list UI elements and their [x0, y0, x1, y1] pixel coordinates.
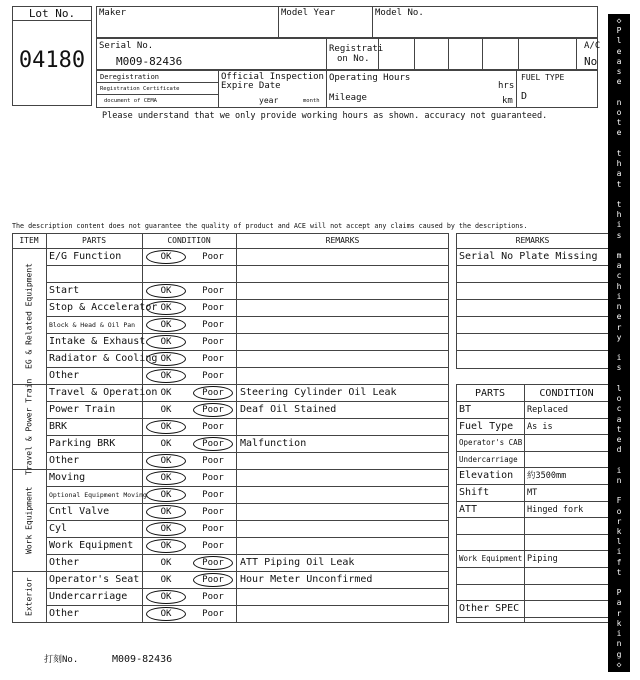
sidebar-char: r: [616, 322, 622, 332]
ok-circle: [146, 590, 186, 604]
row-divider: [46, 367, 449, 368]
description-notice: The description content does not guarantee the quality of product and ACE will not accept any claims caused by the descriptions.: [12, 222, 528, 230]
cema-label: document of CEMA: [104, 98, 157, 104]
right-part-condition: As is: [527, 421, 553, 432]
remark-text: Steering Cylinder Oil Leak: [240, 387, 397, 398]
part-name: Cyl: [49, 523, 68, 534]
remark-line-divider: [456, 333, 609, 334]
condition-poor: Poor: [202, 490, 224, 500]
remark-line-divider: [456, 350, 609, 351]
sidebar-char: h: [616, 159, 622, 169]
deregistration-label: Deregistration: [100, 73, 160, 81]
ok-circle: [146, 471, 186, 485]
sidebar-char: n: [616, 639, 622, 649]
condition-ok: OK: [160, 286, 172, 296]
hrs-label: hrs: [498, 81, 515, 91]
sidebar-char: o: [616, 394, 622, 404]
parts-row-divider: [456, 484, 609, 485]
sidebar-char: c: [616, 271, 622, 281]
ok-circle: [146, 522, 186, 536]
registration-label-2: on No.: [337, 54, 370, 64]
sidebar-char: a: [616, 169, 622, 179]
registration-certificate-label: Registration Certificate: [100, 86, 180, 92]
condition-ok: OK: [160, 524, 172, 534]
vertical-notice-sidebar: [608, 14, 630, 672]
row-divider: [46, 554, 449, 555]
condition-poor: Poor: [202, 456, 224, 466]
remark-line-divider: [456, 316, 609, 317]
right-part-name: Operator's CAB: [459, 438, 523, 448]
condition-ok: OK: [160, 575, 172, 585]
condition-ok: OK: [160, 507, 172, 517]
right-parts-header-condition: CONDITION: [539, 388, 594, 399]
col-header-condition: CONDITION: [167, 236, 211, 245]
serial-label: Serial No.: [99, 41, 154, 51]
row-divider: [46, 588, 449, 589]
parts-row-divider: [456, 517, 609, 518]
right-part-condition: Piping: [527, 554, 558, 565]
engraving-label: 打刻No.: [44, 655, 79, 665]
sidebar-char: c: [616, 404, 622, 414]
sidebar-char: F: [616, 496, 622, 506]
col-header-item: ITEM: [19, 236, 39, 245]
sidebar-char: a: [616, 56, 622, 66]
sidebar-char: i: [616, 220, 622, 230]
sidebar-char: ◇: [616, 659, 622, 669]
sidebar-char: y: [616, 332, 622, 342]
part-name: BRK: [49, 421, 68, 432]
remark-line-divider: [456, 299, 609, 300]
model-no-label: Model No.: [375, 8, 424, 18]
remark-text: Malfunction: [240, 438, 307, 449]
lot-label: Lot No.: [28, 7, 76, 20]
operating-hours-label: Operating Hours: [329, 73, 411, 83]
condition-ok: OK: [160, 320, 172, 330]
condition-poor: Poor: [202, 303, 224, 313]
parts-row-divider: [456, 534, 609, 535]
parts-row-divider: [456, 451, 609, 452]
maker-box: [96, 6, 598, 38]
condition-ok: OK: [160, 354, 172, 364]
ok-circle: [146, 420, 186, 434]
right-remarks-header: REMARKS: [515, 236, 550, 245]
sidebar-char: o: [616, 107, 622, 117]
group-label: Work Equipment: [24, 486, 34, 554]
month-label: month: [303, 98, 320, 104]
condition-ok: OK: [160, 558, 172, 568]
remark-line-divider: [456, 265, 609, 266]
condition-poor: Poor: [202, 320, 224, 330]
ok-circle: [146, 284, 186, 298]
lot-number: 04180: [18, 48, 86, 73]
condition-ok: OK: [160, 252, 172, 262]
condition-ok: OK: [160, 456, 172, 466]
condition-poor: Poor: [202, 558, 224, 568]
condition-ok: OK: [160, 609, 172, 619]
condition-poor: Poor: [202, 507, 224, 517]
right-part-name: Fuel Type: [459, 420, 514, 432]
part-name: Stop & Accelerator: [49, 302, 158, 313]
parts-row-divider: [456, 501, 609, 502]
right-parts-header-parts: PARTS: [474, 388, 506, 399]
sidebar-char: n: [616, 475, 622, 485]
sidebar-char: t: [616, 199, 622, 209]
part-name: Block & Head & Oil Pan: [49, 321, 136, 329]
ok-circle: [146, 369, 186, 383]
sidebar-char: P: [616, 588, 622, 598]
condition-poor: Poor: [202, 439, 224, 449]
condition-poor: Poor: [202, 541, 224, 551]
sidebar-char: k: [616, 526, 622, 536]
right-part-name: Other SPEC: [459, 603, 520, 615]
row-divider: [46, 282, 449, 283]
row-divider: [46, 537, 449, 538]
inspection-label-2: Expire Date: [221, 81, 281, 91]
sidebar-char: e: [616, 46, 622, 56]
engraving-value: M009-82436: [112, 654, 173, 665]
row-divider: [46, 350, 449, 351]
part-name: Other: [49, 455, 80, 466]
sidebar-char: P: [616, 26, 622, 36]
serial-value: M009-82436: [116, 55, 183, 68]
sidebar-char: r: [616, 608, 622, 618]
sidebar-char: ◇: [616, 16, 622, 25]
sidebar-char: s: [616, 67, 622, 77]
sidebar-char: e: [616, 434, 622, 444]
sidebar-char: i: [616, 547, 622, 557]
right-part-condition: Hinged fork: [527, 504, 584, 515]
sidebar-char: i: [616, 291, 622, 301]
right-part-condition: Replaced: [527, 405, 568, 415]
sidebar-char: l: [616, 36, 622, 46]
parts-row-divider: [456, 418, 609, 419]
condition-poor: Poor: [202, 524, 224, 534]
condition-poor: Poor: [202, 592, 224, 602]
part-name: Work Equipment: [49, 540, 134, 551]
condition-ok: OK: [160, 490, 172, 500]
condition-poor: Poor: [202, 286, 224, 296]
part-name: Travel & Operation: [49, 387, 158, 398]
sidebar-char: k: [616, 618, 622, 628]
ok-circle: [146, 352, 186, 366]
right-part-name: ATT: [459, 503, 478, 515]
sidebar-char: s: [616, 230, 622, 240]
sidebar-char: e: [616, 312, 622, 322]
ok-circle: [146, 505, 186, 519]
parts-row-divider: [456, 550, 609, 551]
condition-poor: Poor: [202, 422, 224, 432]
condition-poor: Poor: [202, 252, 224, 262]
ok-circle: [146, 607, 186, 621]
ok-circle: [146, 488, 186, 502]
model-year-label: Model Year: [281, 8, 336, 18]
parts-row-divider: [456, 434, 609, 435]
sidebar-char: o: [616, 506, 622, 516]
group-label: Travel & Power Train: [24, 378, 34, 475]
condition-ok: OK: [160, 439, 172, 449]
km-label: km: [502, 96, 513, 106]
row-divider: [46, 418, 449, 419]
part-name: Radiator & Cooling: [49, 353, 158, 364]
sidebar-char: n: [616, 97, 622, 107]
row-divider: [12, 384, 449, 385]
sidebar-char: t: [616, 118, 622, 128]
sidebar-char: f: [616, 557, 622, 567]
sidebar-char: n: [616, 302, 622, 312]
sidebar-char: e: [616, 128, 622, 138]
sidebar-char: a: [616, 598, 622, 608]
parts-row-divider: [456, 600, 609, 601]
ok-circle: [146, 301, 186, 315]
row-divider: [46, 333, 449, 334]
col-header-parts: PARTS: [81, 236, 107, 245]
sidebar-char: m: [616, 251, 622, 261]
row-divider: [46, 401, 449, 402]
col-header-remarks: REMARKS: [325, 236, 360, 245]
sidebar-char: r: [616, 516, 622, 526]
part-name: Power Train: [49, 404, 116, 415]
poor-circle: [193, 437, 233, 451]
condition-poor: Poor: [202, 354, 224, 364]
sidebar-char: h: [616, 281, 622, 291]
right-part-name: Shift: [459, 487, 490, 498]
ok-circle: [146, 454, 186, 468]
ok-circle: [146, 335, 186, 349]
row-divider: [46, 316, 449, 317]
sidebar-char: l: [616, 383, 622, 393]
row-divider: [46, 486, 449, 487]
row-divider: [46, 265, 449, 266]
condition-ok: OK: [160, 405, 172, 415]
poor-circle: [193, 573, 233, 587]
remark-text: Hour Meter Unconfirmed: [240, 574, 373, 585]
part-name: Undercarriage: [49, 591, 128, 602]
sidebar-char: t: [616, 567, 622, 577]
inspection-label: Official Inspection: [221, 72, 324, 82]
poor-circle: [193, 403, 233, 417]
condition-poor: Poor: [202, 609, 224, 619]
parts-header-divider: [456, 401, 609, 402]
right-part-name: Work Equipment: [459, 554, 523, 564]
part-name: Moving: [49, 472, 86, 483]
right-part-name: Undercarriage: [459, 454, 518, 464]
parts-row-divider: [456, 617, 609, 618]
row-divider: [46, 435, 449, 436]
sidebar-char: t: [616, 424, 622, 434]
right-remark-text: Serial No Plate Missing: [459, 251, 598, 262]
condition-poor: Poor: [202, 337, 224, 347]
row-divider: [12, 469, 449, 470]
remark-text: ATT Piping Oil Leak: [240, 557, 355, 568]
sidebar-char: d: [616, 445, 622, 455]
ac-value: No: [584, 55, 598, 68]
mileage-label: Mileage: [329, 93, 367, 103]
parts-row-divider: [456, 567, 609, 568]
part-name: Other: [49, 370, 80, 381]
part-name: Start: [49, 285, 80, 296]
parts-row-divider: [456, 467, 609, 468]
poor-circle: [193, 386, 233, 400]
sidebar-char: i: [616, 353, 622, 363]
right-part-condition: 約3500mm: [527, 471, 567, 482]
hours-notice: Please understand that we only provide working hours as shown. accuracy not guaranteed.: [102, 111, 548, 121]
row-divider: [46, 299, 449, 300]
condition-ok: OK: [160, 541, 172, 551]
part-name: Intake & Exhaust: [49, 336, 146, 347]
row-divider: [46, 503, 449, 504]
remark-text: Deaf Oil Stained: [240, 404, 337, 415]
ok-circle: [146, 250, 186, 264]
condition-poor: Poor: [202, 575, 224, 585]
sidebar-char: h: [616, 210, 622, 220]
sidebar-char: a: [616, 261, 622, 271]
remark-line-divider: [456, 282, 609, 283]
fuel-type-value: D: [521, 91, 528, 102]
condition-poor: Poor: [202, 388, 224, 398]
right-part-condition: MT: [527, 488, 538, 498]
registration-label: Registrati: [329, 44, 384, 54]
part-name: Other: [49, 608, 80, 619]
condition-ok: OK: [160, 422, 172, 432]
right-part-name: BT: [459, 404, 472, 415]
group-label: EG & Related Equipment: [24, 263, 34, 369]
maker-label: Maker: [99, 8, 127, 18]
right-part-name: Elevation: [459, 470, 514, 482]
row-divider: [46, 452, 449, 453]
sidebar-char: s: [616, 363, 622, 373]
ok-circle: [146, 318, 186, 332]
part-name: Parking BRK: [49, 438, 116, 449]
condition-poor: Poor: [202, 473, 224, 483]
condition-ok: OK: [160, 592, 172, 602]
sidebar-char: t: [616, 148, 622, 158]
part-name: Operator's Seat: [49, 574, 140, 585]
sidebar-char: t: [616, 179, 622, 189]
row-divider: [46, 605, 449, 606]
sidebar-char: i: [616, 629, 622, 639]
poor-circle: [193, 556, 233, 570]
sidebar-char: g: [616, 649, 622, 659]
condition-ok: OK: [160, 303, 172, 313]
part-name: Other: [49, 557, 80, 568]
condition-ok: OK: [160, 371, 172, 381]
fuel-type-label: FUEL TYPE: [521, 73, 565, 82]
ok-circle: [146, 539, 186, 553]
condition-ok: OK: [160, 388, 172, 398]
parts-row-divider: [456, 584, 609, 585]
condition-poor: Poor: [202, 371, 224, 381]
condition-ok: OK: [160, 473, 172, 483]
condition-poor: Poor: [202, 405, 224, 415]
condition-ok: OK: [160, 337, 172, 347]
sidebar-char: l: [616, 537, 622, 547]
year-label: year: [259, 96, 279, 105]
ac-label: A/C: [584, 41, 601, 51]
part-name: Cntl Valve: [49, 506, 110, 517]
sidebar-char: i: [616, 465, 622, 475]
group-label: Exterior: [24, 577, 34, 616]
row-divider: [46, 520, 449, 521]
sidebar-char: a: [616, 414, 622, 424]
part-name: E/G Function: [49, 251, 122, 262]
part-name: Optional Equipment Moving: [49, 491, 147, 499]
row-divider: [12, 571, 449, 572]
sidebar-char: e: [616, 77, 622, 87]
